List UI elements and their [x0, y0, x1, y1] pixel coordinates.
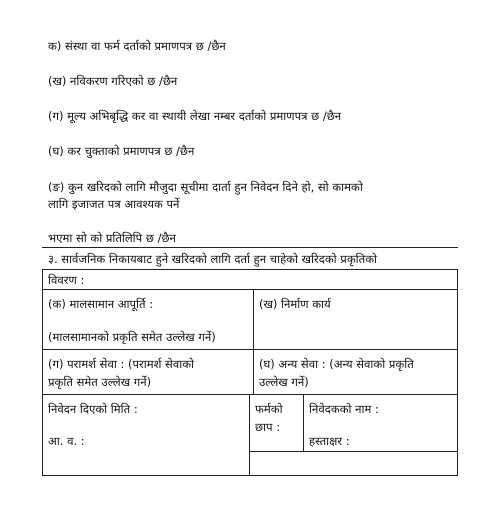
- applicant-cell: [303, 394, 458, 452]
- consulting-line2: प्रकृति समेत उल्लेख गर्ने): [48, 375, 152, 389]
- item-gha: (घ) कर चुक्ताको प्रमाणपत्र छ /छैन: [48, 144, 195, 158]
- item-nga-line2: लागि इजाजत पत्र आवश्यक पर्ने: [48, 197, 180, 211]
- item-ka: क) संस्था वा फर्म दर्ताको प्रमाणपत्र छ /छैन: [48, 39, 226, 53]
- section3-heading: ३. सार्वजनिक निकायबाट हुने खरिदको लागि दर्ता हुन चाहेको खरिदको प्रकृतिको: [48, 252, 378, 266]
- consulting-line1: (ग) परामर्श सेवा : (परामर्श सेवाको: [48, 357, 195, 371]
- date-cell: [42, 394, 250, 476]
- goods-label: (क) मालसामान आपूर्ति :: [48, 297, 154, 311]
- details-label-cell: [42, 269, 458, 290]
- construction-label: (ख) निर्माण कार्य: [259, 297, 331, 311]
- goods-note: (मालसामानको प्रकृति समेत उल्लेख गर्ने): [48, 330, 216, 344]
- goods-cell: [42, 289, 254, 350]
- construction-cell: [253, 289, 458, 350]
- firm-stamp-line2: छाप :: [255, 420, 281, 434]
- other-line2: उल्लेख गर्ने): [259, 375, 309, 389]
- item-ga: (ग) मूल्य अभिबृद्धि कर वा स्थायी लेखा नम्बर दर्ताको प्रमाणपत्र छ /छैन: [48, 109, 342, 123]
- other-service-cell: [253, 349, 458, 395]
- firm-stamp-cell: [249, 394, 304, 452]
- fiscal-year-label: आ. व. :: [48, 434, 85, 448]
- section-divider: [42, 247, 458, 248]
- firm-stamp-line1: फर्मको: [255, 402, 283, 416]
- other-line1: (घ) अन्य सेवा : (अन्य सेवाको प्रकृति: [259, 357, 414, 371]
- bottom-blank-cell: [249, 451, 458, 476]
- copy-note: भएमा सो को प्रतिलिपि छ /छैन: [48, 231, 176, 245]
- date-label: निवेदन दिएको मिति :: [48, 402, 138, 416]
- consulting-cell: [42, 349, 254, 395]
- details-label: विवरण :: [48, 273, 85, 287]
- signature-label: हस्ताक्षर :: [309, 434, 350, 448]
- item-nga-line1: (ङ) कुन खरिदको लागि मौजुदा सूचीमा दार्ता हुन निवेदन दिने हो, सो कामको: [48, 180, 363, 194]
- item-kha: (ख) नविकरण गरिएको छ /छैन: [48, 74, 178, 88]
- applicant-name-label: निवेदकको नाम :: [309, 402, 379, 416]
